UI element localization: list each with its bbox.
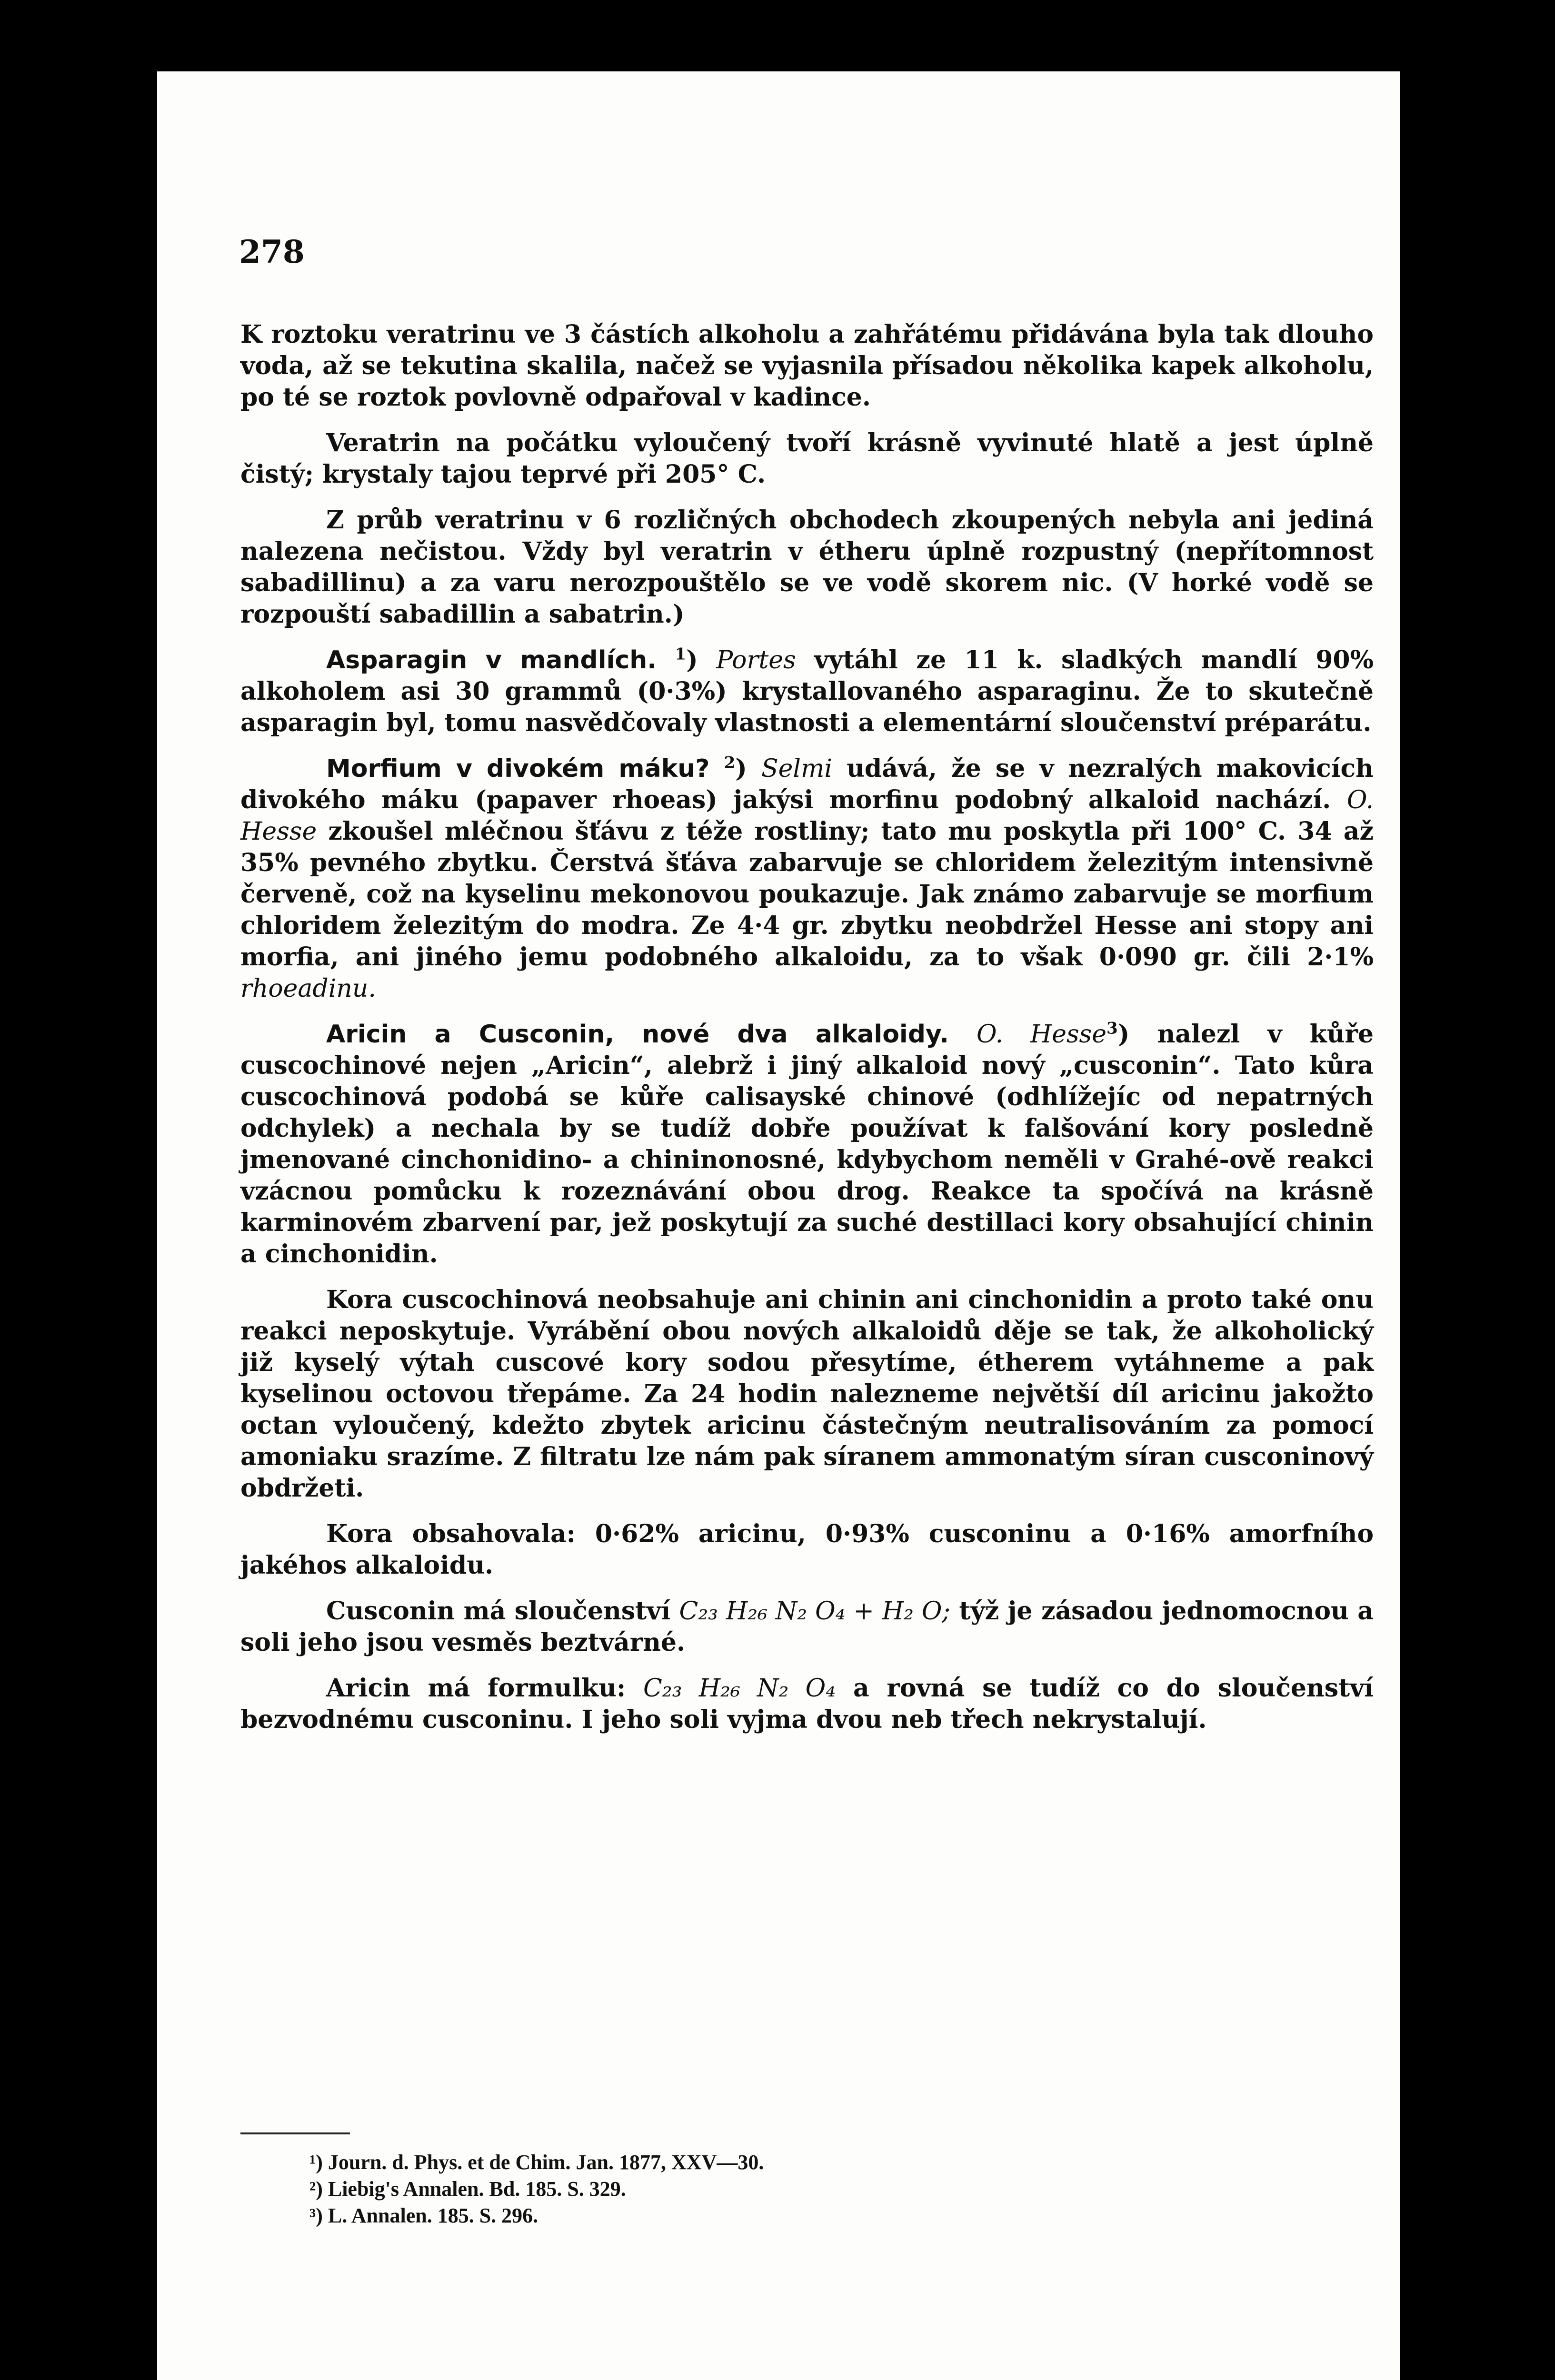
paragraph-text: a rovná se tudíž co do sloučenství bezvodnému cusconinu. I jeho soli vyjma dvou neb třech nekrystalují. [240,1674,1374,1734]
footnote: ³) L. Annalen. 185. S. 296. [309,2204,538,2227]
author-name: O. Hesse [977,1020,1107,1049]
footnote-ref: 2 [724,753,736,773]
footnote: ²) Liebig's Annalen. Bd. 185. S. 329. [309,2177,626,2201]
section-heading: Asparagin v mandlích. [326,646,657,674]
paragraph-text: týž je zásadou jednomocnou a soli jeho jsou vesměs beztvárné. [240,1597,1374,1657]
footnotes [309,2149,764,2229]
section-heading: Morfium v divokém máku? [326,754,710,783]
paragraph-text: udává, že se v nezralých makovicích divokého máku (papaver rhoeas) jakýsi morfinu podobný alkaloid nachází. [240,754,1374,814]
paragraph: Veratrin na počátku vyloučený tvoří krásně vyvinuté hlatě a jest úplně čistý; krystaly tajou teprvé při 205° C. [240,428,1374,489]
section-heading: Aricin a Cusconin, nové dva alkaloidy. [326,1020,949,1049]
paragraph: K roztoku veratrinu ve 3 částích alkoholu a zahřátému přidávána byla tak dlouho voda, až se tekutina skalila, načež se vyjasnila přísadou několika kapek alkoholu, po té se roztok povlovně odpařoval v kadince. [240,320,1374,412]
footnote: ¹) Journ. d. Phys. et de Chim. Jan. 1877, XXV—30. [309,2151,764,2174]
author-name: Portes [716,646,796,674]
page-number: 278 [239,233,305,270]
paragraph-text: Cusconin má sloučenství [326,1597,671,1626]
paragraph: Z průb veratrinu v 6 rozličných obchodech zkoupených nebyla ani jediná nalezena nečistou. Vždy byl veratrin v étheru úplně rozpustný (nepřítomnost sabadillinu) a za varu nerozpouštělo se ve vodě skorem nic. (V horké vodě se rozpouští sabadillin a sabatrin.) [240,506,1374,629]
emphasis-text: rhoeadinu. [240,974,376,1003]
paragraph: Kora obsahovala: 0·62% aricinu, 0·93% cusconinu a 0·16% amorfního jakéhos alkaloidu. [240,1519,1374,1580]
footnote-ref: 1 [675,645,687,664]
paragraph-text: nalezl v kůře cuscochinové nejen „Aricin“, alebrž i jiný alkaloid nový „cusconin“. Tato kůra cuscochinová podobá se kůře calisayské chinové (odhlížejíc od nepatrných odchylek) a nechala by se tudíž dobře používat k falšování kory posledně jmenované cinchonidino- a chininonosné, kdybychom neměli v Grahé-ově reakci vzácnou pomůcku k rozeznávání obou drog. Reakce ta spočívá na krásně karminovém zbarvení par, jež poskytují za suché destillaci kory obsahující chinin a cinchonidin. [240,1020,1374,1269]
paragraph-text: Aricin má formulku: [326,1674,626,1703]
paragraph-text: zkoušel mléčnou šťávu z téže rostliny; tato mu poskytla při 100° C. 34 až 35% pevného zbytku. Čerstvá šťáva zabarvuje se chloridem železitým intensivně červeně, což na kyselinu mekonovou poukazuje. Jak známo zabarvuje se morfium chloridem železitým do modra. Ze 4·4 gr. zbytku neobdržel Hesse ani stopy ani morfia, ani jiného jemu podobného alkaloidu, za to však 0·090 gr. čili 2·1% [240,817,1374,972]
paragraph-asparagin: Asparagin v mandlích. $^1$) Portes vytáhl ze 11 k. sladkých mandlí 90% alkoholem asi 30 grammů (0·3%) krystallovaného asparaginu. Že to skutečně asparagin byl, tomu nasvědčovaly vlastnosti a elementární sloučenství préparátu. [240,645,1374,737]
body-text [240,319,1374,1750]
footnote-ref: 3 [1106,1019,1118,1038]
chemical-formula: C₂₃ H₂₆ N₂ O₄ [643,1674,836,1703]
author-name: Selmi [761,754,832,783]
chemical-formula: C₂₃ H₂₆ N₂ O₄ + H₂ O; [679,1597,950,1626]
paragraph-text: vytáhl ze 11 k. sladkých mandlí 90% alkoholem asi 30 grammů (0·3%) krystallovaného asparaginu. Že to skutečně asparagin byl, tomu nasvědčovaly vlastnosti a elementární sloučenství préparátu. [240,645,1374,737]
paragraph-morfium: Morfium v divokém máku? $^2$) Selmi udává, že se v nezralých makovicích divokého máku (papaver rhoeas) jakýsi morfinu podobný alkaloid nachází. O. Hesse zkoušel mléčnou šťávu z téže rostliny; tato mu poskytla při 100° C. 34 až 35% pevného zbytku. Čerstvá šťáva zabarvuje se chloridem železitým intensivně červeně, což na kyselinu mekonovou poukazuje. Jak známo zabarvuje se morfium chloridem železitým do modra. Ze 4·4 gr. zbytku neobdržel Hesse ani stopy ani morfia, ani jiného jemu podobného alkaloidu, za to však 0·090 gr. čili 2·1% rhoeadinu. [240,753,1374,1003]
paragraph-cusconin [240,1596,1374,1658]
paragraph-aricin: Aricin a Cusconin, nové dva alkaloidy. O. Hesse$^3$) nalezl v kůře cuscochinové nejen „Aricin“, alebrž i jiný alkaloid nový „cusconin“. Tato kůra cuscochinová podobá se kůře calisayské chinové (odhlížejíc od nepatrných odchylek) a nechala by se tudíž dobře používat k falšování kory posledně jmenované cinchonidino- a chininonosné, kdybychom neměli v Grahé-ově reakci vzácnou pomůcku k rozeznávání obou drog. Reakce ta spočívá na krásně karminovém zbarvení par, jež poskytují za suché destillaci kory obsahující chinin a cinchonidin. [240,1019,1374,1269]
footnote-divider [240,2132,350,2134]
page [157,71,1400,2380]
paragraph: Kora cuscochinová neobsahuje ani chinin ani cinchonidin a proto také onu reakci neposkytuje. Vyrábění obou nových alkaloidů děje se tak, že alkoholický již kyselý výtah cuscové kory sodou přesytíme, étherem vytáhneme a pak kyselinou octovou třepáme. Za 24 hodin nalezneme největší díl aricinu jakožto octan vyloučený, kdežto zbytek aricinu částečným neutralisováním za pomocí amoniaku srazíme. Z filtratu lze nám pak síranem ammonatým síran cusconinový obdržeti. [240,1285,1374,1503]
author-name: O. Hesse [240,786,1374,846]
paragraph-aricin-formula [240,1673,1374,1735]
